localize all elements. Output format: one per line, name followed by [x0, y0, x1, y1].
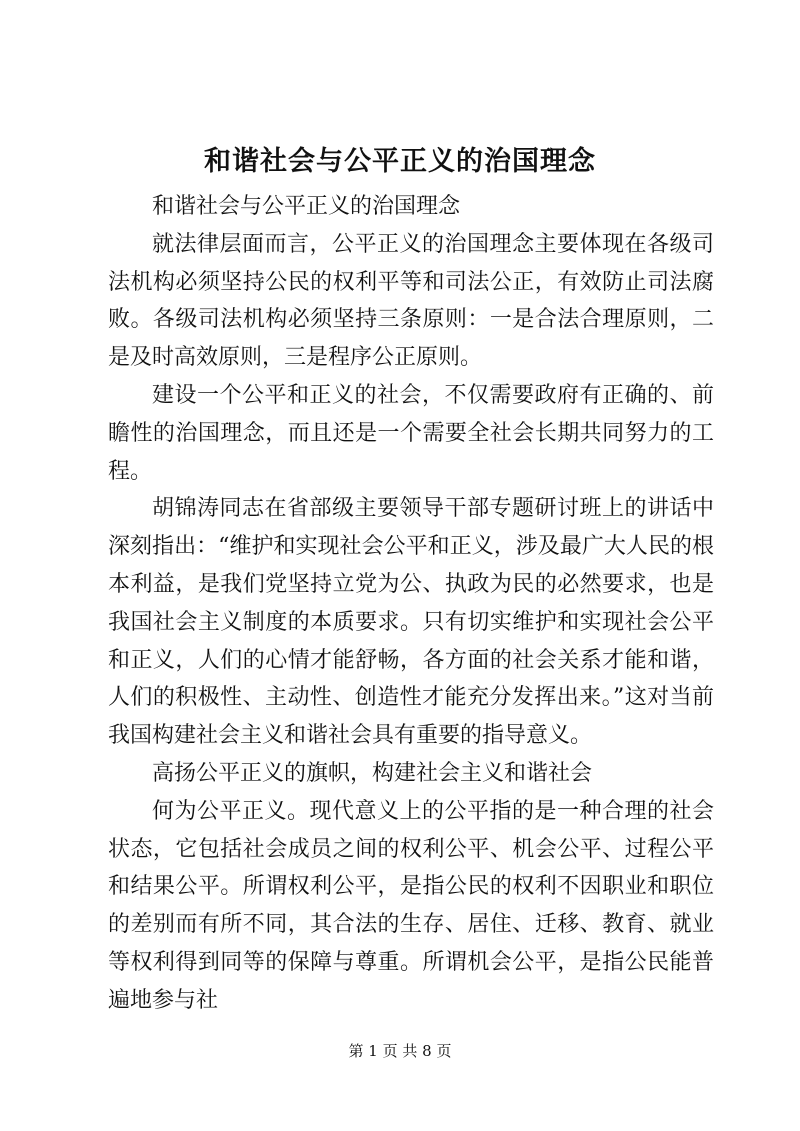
paragraph: 胡锦涛同志在省部级主要领导干部专题研讨班上的讲话中深刻指出：“维护和实现社会公平和正义，涉及最广大人民的根本利益，是我们党坚持立党为公、执政为民的必然要求，也是我国社会主义制度的本质要求。只有切实维护和实现社会公平和正义，人们的心情才能舒畅，各方面的社会关系才能和谐，人们的积极性、主动性、创造性才能充分发挥出来。”这对当前我国构建社会主义和谐社会具有重要的指导意义。: [108, 496, 714, 749]
document-title: 和谐社会与公平正义的治国理念: [204, 146, 596, 177]
paragraph: 高扬公平正义的旗帜，构建社会主义和谐社会: [152, 760, 593, 786]
page-number-footer: 第 1 页 共 8 页: [348, 1042, 452, 1060]
paragraph: 和谐社会与公平正义的治国理念: [152, 194, 461, 219]
document-body: [108, 188, 714, 1020]
paragraph: 就法律层面而言，公平正义的治国理念主要体现在各级司法机构必须坚持公民的权利平等和司法公正，有效防止司法腐败。各级司法机构必须坚持三条原则：一是合法合理原则，二是及时高效原则，三是程序公正原则。: [108, 231, 714, 371]
paragraph: 何为公平正义。现代意义上的公平指的是一种合理的社会状态，它包括社会成员之间的权利公平、机会公平、过程公平和结果公平。所谓权利公平，是指公民的权利不因职业和职位的差别而有所不同，其合法的生存、居住、迁移、教育、就业等权利得到同等的保障与尊重。所谓机会公平，是指公民能普遍地参与社: [108, 798, 714, 1013]
paragraph: 建设一个公平和正义的社会，不仅需要政府有正确的、前瞻性的治国理念，而且还是一个需要全社会长期共同努力的工程。: [108, 382, 714, 484]
